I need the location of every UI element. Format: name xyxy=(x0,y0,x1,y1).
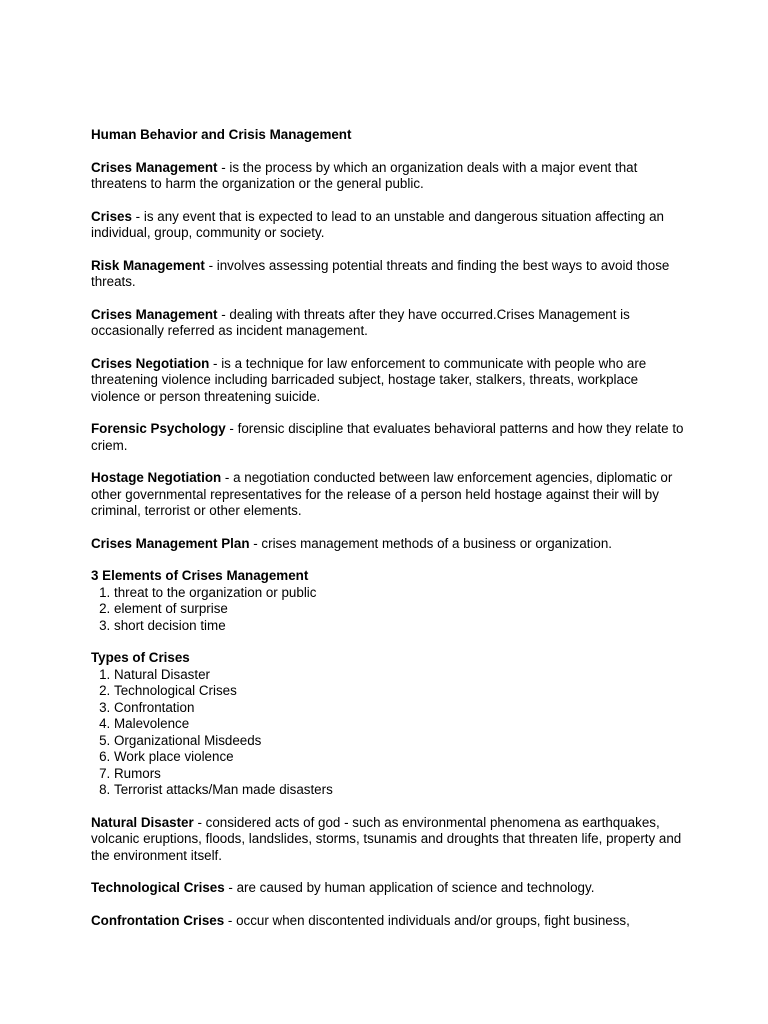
definition-crises-management-plan xyxy=(91,536,684,553)
definition-term: Crises Negotiation xyxy=(91,355,210,371)
definition-term: Crises Management xyxy=(91,159,218,175)
definition-term: Hostage Negotiation xyxy=(91,470,222,485)
definition-term: Crises xyxy=(91,208,132,224)
types-list xyxy=(91,667,684,799)
list-item: 3. Confrontation xyxy=(114,700,684,717)
definition-hostage-negotiation xyxy=(91,470,684,520)
definition-text: - is the process by which an organization deals with a major event that threatens to harm the organization or the general public. xyxy=(91,159,638,191)
definition-term: Technological Crises xyxy=(91,880,225,895)
definition-crises-management xyxy=(91,160,684,193)
definition-text: - is any event that is expected to lead to an unstable and dangerous situation affecting an individual, group, community or society. xyxy=(91,208,664,240)
definition-term: Confrontation Crises xyxy=(91,912,225,928)
list-item: 5. Organizational Misdeeds xyxy=(114,733,684,750)
definition-term: Forensic Psychology xyxy=(91,421,226,436)
list-item: 1. Natural Disaster xyxy=(114,667,684,684)
definition-text: - crises management methods of a business or organization. xyxy=(249,535,612,551)
definition-crises-negotiation xyxy=(91,356,684,406)
definition-term: Natural Disaster xyxy=(91,814,194,830)
list-item: 2. element of surprise xyxy=(114,601,684,618)
list-item: 3. short decision time xyxy=(114,618,684,635)
list-item: 2. Technological Crises xyxy=(114,683,684,700)
definition-text: - forensic discipline that evaluates behavioral patterns and how they relate to criem. xyxy=(91,421,684,453)
type-definition-technological-crises xyxy=(91,880,684,897)
list-item: 6. Work place violence xyxy=(114,749,684,766)
list-item: 8. Terrorist attacks/Man made disasters xyxy=(114,782,684,799)
list-item: 1. threat to the organization or public xyxy=(114,585,684,602)
definition-term: Crises Management Plan xyxy=(91,535,250,551)
definition-term: Crises Management xyxy=(91,306,218,322)
definition-text: - considered acts of god - such as environmental phenomena as earthquakes, volcanic eruptions, floods, landslides, storms, tsunamis and droughts that threaten life, property and the environment itself. xyxy=(91,814,682,863)
definition-crises-management-2 xyxy=(91,307,684,340)
document-title: Human Behavior and Crisis Management xyxy=(91,127,352,142)
list-item: 7. Rumors xyxy=(114,766,684,783)
definition-risk-management xyxy=(91,258,684,291)
definition-text: - involves assessing potential threats and finding the best ways to avoid those threats. xyxy=(91,257,670,289)
elements-list xyxy=(91,585,684,635)
definition-text: - are caused by human application of science and technology. xyxy=(224,880,595,895)
list-item: 4. Malevolence xyxy=(114,716,684,733)
definition-term: Risk Management xyxy=(91,257,205,273)
definition-text: - dealing with threats after they have occurred.Crises Management is occasionally referred as incident management. xyxy=(91,306,630,338)
definition-forensic-psychology xyxy=(91,421,684,454)
type-definition-confrontation-crises xyxy=(91,913,684,930)
definition-crises xyxy=(91,209,684,242)
definition-text: - occur when discontented individuals and/or groups, fight business, xyxy=(224,912,630,928)
elements-heading: 3 Elements of Crises Management xyxy=(91,568,309,583)
type-definition-natural-disaster xyxy=(91,815,684,865)
definition-text: - a negotiation conducted between law enforcement agencies, diplomatic or other governmental representatives for the release of a person held hostage against their will by criminal, terrorist or other elements. xyxy=(91,470,673,518)
types-heading: Types of Crises xyxy=(91,650,190,665)
definition-text: - is a technique for law enforcement to communicate with people who are threatening violence including barricaded subject, hostage taker, stalkers, threats, workplace violence or person threatening suicide. xyxy=(91,355,647,404)
